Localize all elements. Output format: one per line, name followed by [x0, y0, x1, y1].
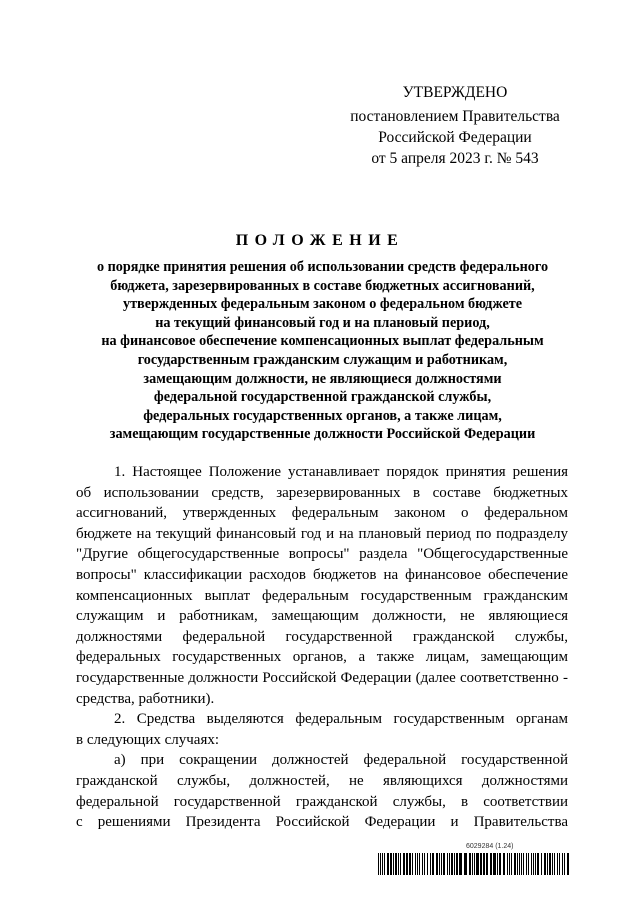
body-line: вопросы" классификации расходов бюджетов на финансовое обеспечение: [76, 566, 568, 583]
subtitle-line: замещающим должности, не являющиеся должностями: [143, 370, 502, 387]
body-line: средства, работники).: [76, 690, 215, 707]
approval-block: [340, 82, 570, 169]
document-subtitle: [55, 258, 590, 444]
body-line: ассигнований, утвержденных федеральным законом о федеральном: [76, 505, 568, 522]
approval-line-2: Российской Федерации: [378, 129, 532, 146]
body-line: компенсационных выплат федеральным государственным гражданским: [76, 587, 568, 604]
barcode-caption: 6029284 (1.24): [466, 843, 514, 850]
paragraph-2: [76, 709, 568, 750]
subtitle-line: на финансовое обеспечение компенсационных выплат федеральным: [101, 333, 544, 350]
document-body: [76, 462, 568, 833]
body-line: в следующих случаях:: [76, 731, 220, 748]
subtitle-line: утвержденных федеральным законом о федеральном бюджете: [122, 296, 523, 313]
subtitle-line: о порядке принятия решения об использовании средств федерального: [96, 259, 549, 275]
body-line: федеральных государственных органов, а также лицам, замещающим: [76, 649, 568, 666]
body-line: федеральной государственной гражданской службы, в соответствии: [76, 793, 568, 810]
approval-stamp: УТВЕРЖДЕНО: [402, 84, 508, 101]
body-line: 2. Средства выделяются федеральным государственным органам: [114, 711, 568, 728]
document-title: ПОЛОЖЕНИЕ: [235, 232, 405, 249]
body-line: служащим и работникам, замещающим должности, не являющиеся: [76, 608, 568, 625]
subtitle-line: на текущий финансовый год и на плановый период,: [155, 314, 490, 331]
subtitle-line: государственным гражданским служащим и работникам,: [137, 351, 508, 368]
body-line: 1. Настоящее Положение устанавливает порядок принятия решения: [114, 464, 568, 480]
body-line: бюджете на текущий финансовый год и на плановый период по подразделу: [76, 525, 568, 542]
subtitle-line: бюджета, зарезервированных в составе бюджетных ассигнований,: [110, 277, 535, 294]
body-line: государственные должности Российской Федерации (далее соответственно -: [76, 669, 568, 686]
subtitle-line: федеральной государственной гражданской службы,: [153, 389, 492, 406]
body-line: "Другие общегосударственные вопросы" раздела "Общегосударственные: [76, 546, 568, 563]
paragraph-2a: [76, 750, 568, 832]
body-line: а) при сокращении должностей федеральной государственной: [114, 752, 568, 769]
body-line: об использовании средств, зарезервированных в составе бюджетных: [76, 484, 568, 501]
subtitle-line: федеральных государственных органов, а также лицам,: [143, 407, 502, 424]
subtitle-line: замещающим государственные должности Российской Федерации: [109, 426, 536, 443]
barcode-icon: [378, 853, 570, 875]
body-line: должностями федеральной государственной гражданской службы,: [76, 628, 568, 645]
approval-line-1: постановлением Правительства: [350, 108, 560, 125]
body-line: гражданской службы, должностей, не являющихся должностями: [76, 772, 568, 789]
paragraph-1: [76, 462, 568, 709]
approval-line-3: от 5 апреля 2023 г. № 543: [371, 150, 539, 167]
body-line: с решениями Президента Российской Федерации и Правительства: [76, 814, 568, 831]
